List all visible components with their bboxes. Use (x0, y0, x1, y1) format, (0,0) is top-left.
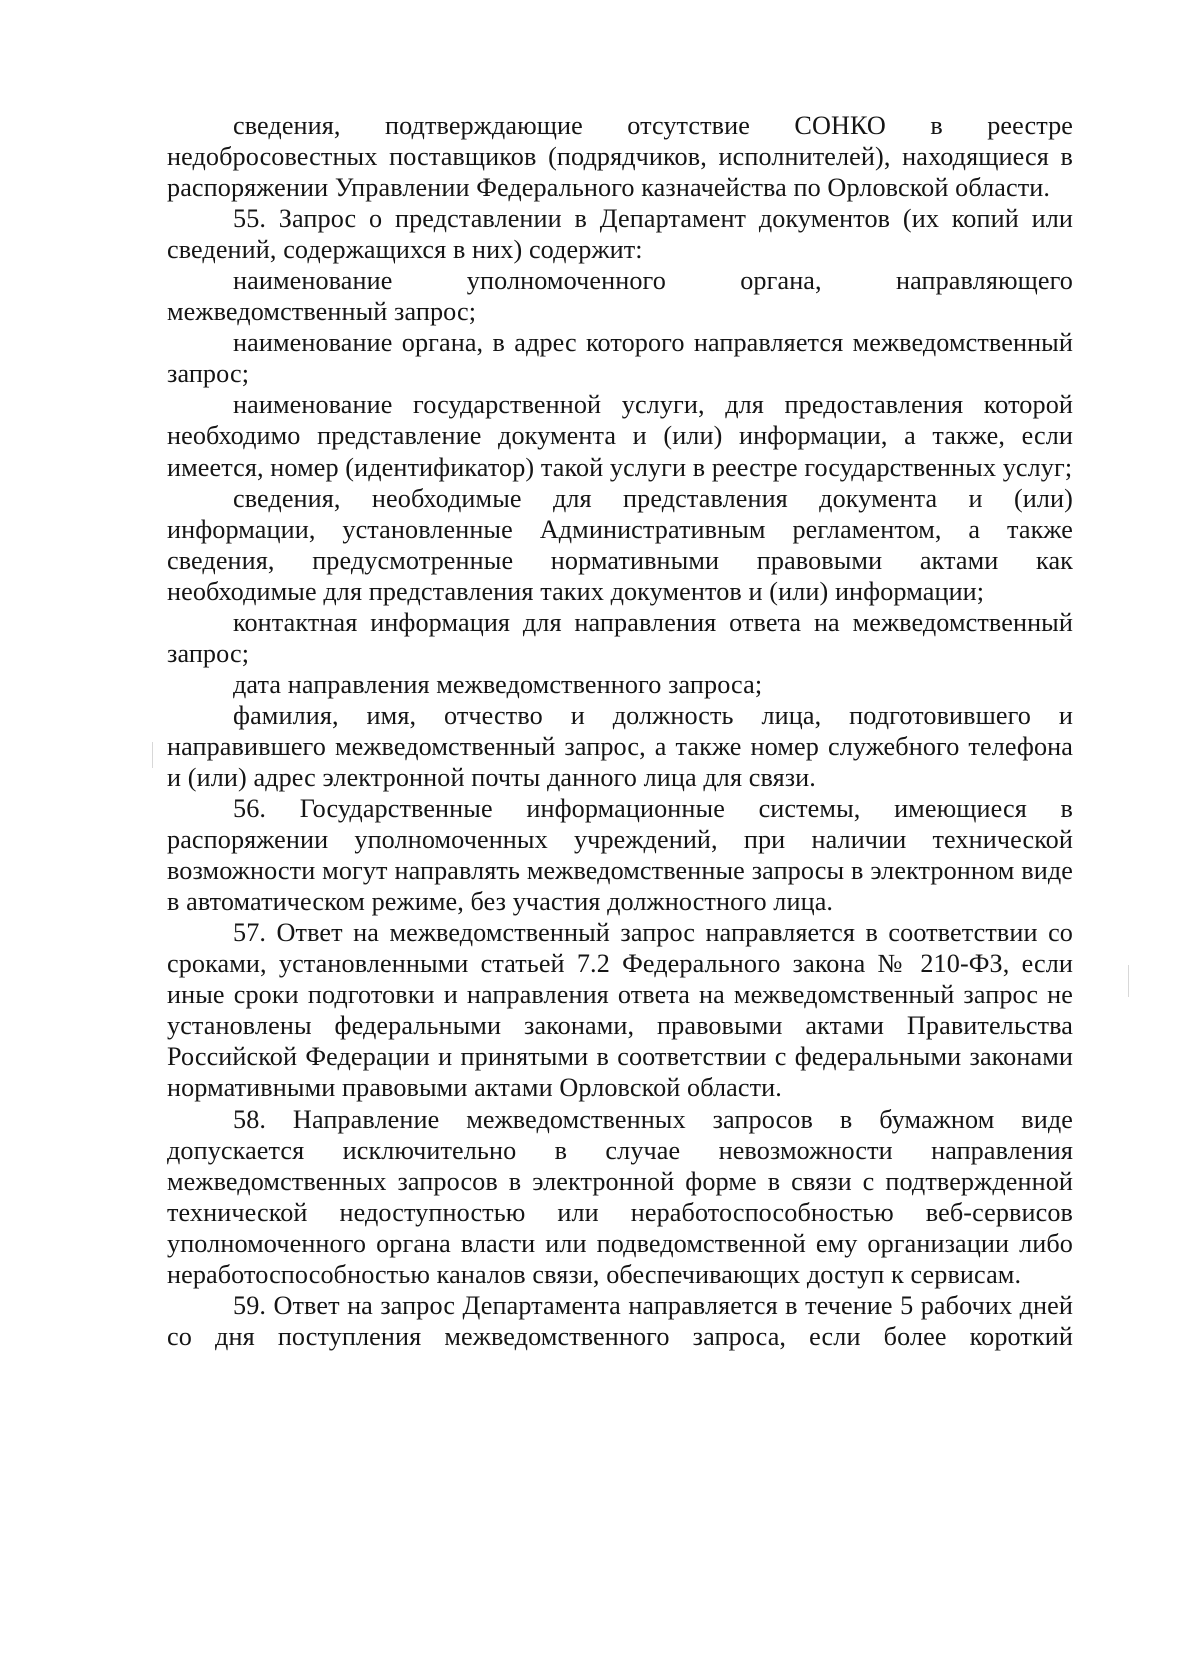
paragraph-sonko-info: сведения, подтверждающие отсутствие СОНКО в реестре недобросовестных поставщиков (подрядчиков, исполнителей), находящиеся в распоряжении Управлении Федерального казначейства по Орловской области. (167, 111, 1073, 203)
paragraph-55-request-contents: 55. Запрос о представлении в Департамент документов (их копий или сведений, содержащихся в них) содержит: (167, 204, 1073, 265)
paragraph-56-information-systems: 56. Государственные информационные системы, имеющиеся в распоряжении уполномоченных учреждений, при наличии технической возможности могут направлять межведомственные запросы в электронном виде в автоматическом режиме, без участия должностного лица. (167, 794, 1073, 917)
paragraph-service-name: наименование государственной услуги, для предоставления которой необходимо представление документа и (или) информации, а также, если имеется, номер (идентификатор) такой услуги в реестре государственных услуг; (167, 390, 1073, 482)
scan-artifact-line (1128, 965, 1129, 997)
document-body (167, 110, 1073, 1352)
paragraph-58-paper-requests: 58. Направление межведомственных запросов в бумажном виде допускается исключительно в случае невозможности направления межведомственных запросов в электронной форме в связи с подтвержденной технической недоступностью или неработоспособностью веб-сервисов уполномоченного органа власти или подведомственной ему организации либо неработоспособностью каналов связи, обеспечивающих доступ к сервисам. (167, 1104, 1073, 1289)
paragraph-request-date: дата направления межведомственного запроса; (233, 669, 763, 699)
scan-artifact-line (152, 742, 153, 768)
paragraph-59-response-deadline: 59. Ответ на запрос Департамента направляется в течение 5 рабочих дней со дня поступления межведомственного запроса, если более короткий (167, 1290, 1073, 1351)
paragraph-authority-name: наименование уполномоченного органа, направляющего межведомственный запрос; (167, 266, 1073, 327)
paragraph-official-details: фамилия, имя, отчество и должность лица, подготовившего и направившего межведомственный запрос, а также номер служебного телефона и (или) адрес электронной почты данного лица для связи. (167, 700, 1073, 792)
paragraph-57-response-terms: 57. Ответ на межведомственный запрос направляется в соответствии со сроками, установленными статьей 7.2 Федерального закона № 210-ФЗ, если иные сроки подготовки и направления ответа на межведомственный запрос не установлены федеральными законами, правовыми актами Правительства Российской Федерации и принятыми в соответствии с федеральными законами нормативными правовыми актами Орловской области. (167, 918, 1073, 1103)
paragraph-recipient-name: наименование органа, в адрес которого направляется межведомственный запрос; (167, 328, 1073, 389)
paragraph-required-info: сведения, необходимые для представления документа и (или) информации, установленные Административным регламентом, а также сведения, предусмотренные нормативными правовыми актами как необходимые для представления таких документов и (или) информации; (167, 483, 1073, 606)
paragraph-contact-info: контактная информация для направления ответа на межведомственный запрос; (167, 607, 1073, 668)
